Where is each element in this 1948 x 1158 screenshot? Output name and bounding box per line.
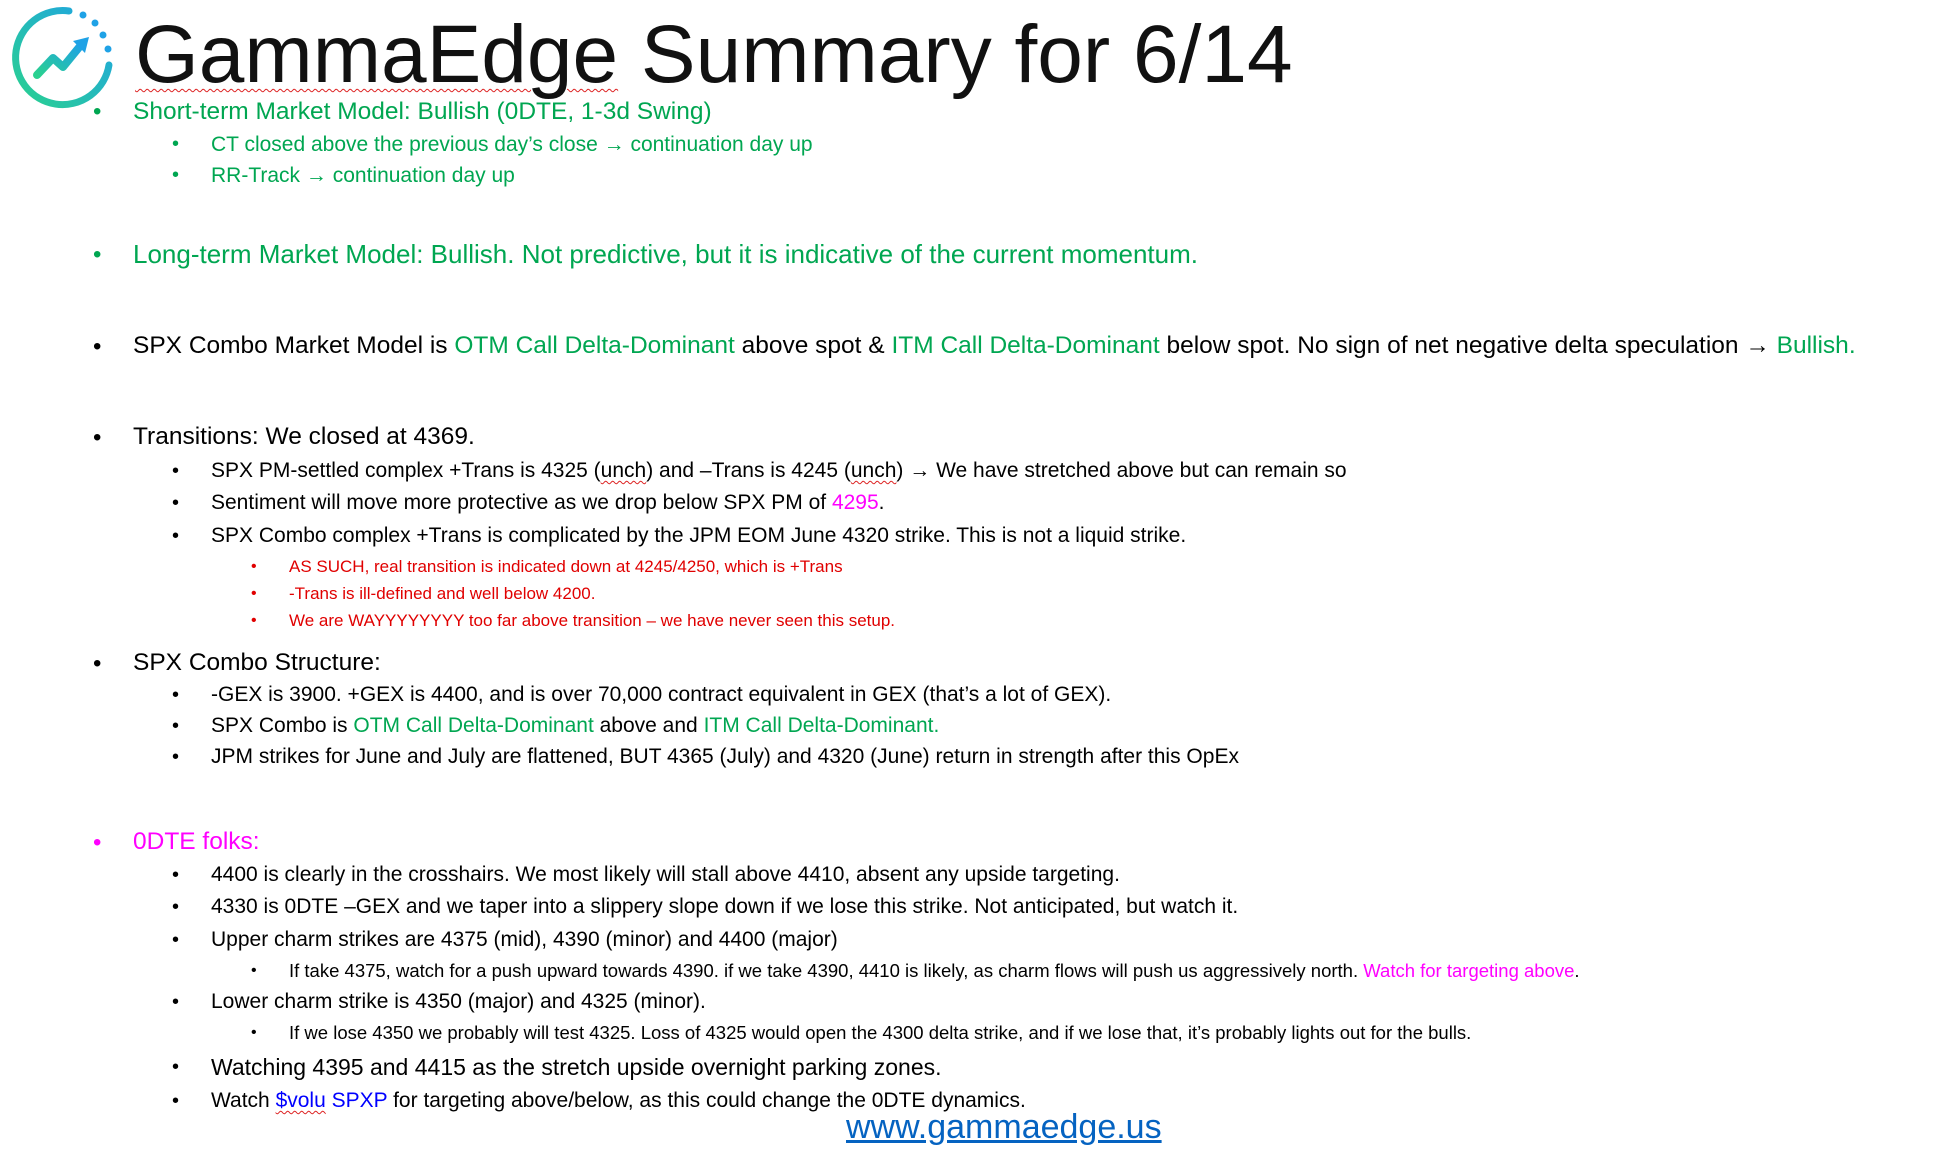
bullet: • (172, 492, 180, 514)
bullet: • (172, 460, 180, 482)
unch-text: unch (600, 459, 647, 482)
title-brand: GammaEdge (135, 9, 619, 100)
short-term-item: CT closed above the previous day’s close → continuation day up (211, 133, 813, 156)
text: Sentiment will move more protective as we drop below SPX PM of (211, 491, 832, 514)
text: for targeting above/below, as this could change the 0DTE dynamics. (387, 1089, 1026, 1112)
bullet: • (172, 684, 180, 706)
bullet: • (93, 241, 102, 268)
page-title (135, 8, 1293, 102)
bullet: • (172, 1056, 180, 1078)
long-term-heading: Long-term Market Model: Bullish. Not predictive, but it is indicative of the current momentum. (133, 239, 1198, 269)
bullet: • (172, 929, 180, 951)
text: ) → We have stretched above but can remain so (896, 459, 1347, 482)
itm-call-delta: ITM Call Delta-Dominant (891, 332, 1160, 359)
bullish-label: Bullish. (1776, 332, 1856, 359)
bullet: • (251, 612, 257, 629)
odte-subitem (289, 960, 1580, 982)
bullet: • (172, 864, 180, 886)
pm-level: 4295 (831, 491, 879, 514)
bullet: • (251, 962, 257, 979)
bullet: • (172, 896, 180, 918)
targeting-note: Watch for targeting above (1363, 960, 1575, 981)
odte-item: 4330 is 0DTE –GEX and we taper into a slippery slope down if we lose this strike. Not anticipated, but watch it. (211, 895, 1239, 918)
text: SPX Combo Market Model is (133, 332, 455, 359)
structure-item: JPM strikes for June and July are flattened, BUT 4365 (July) and 4320 (June) return in strength after this OpEx (211, 745, 1239, 768)
otm-call-delta: OTM Call Delta-Dominant (353, 714, 594, 737)
transitions-subitem: -Trans is ill-defined and well below 4200. (289, 584, 596, 603)
combo-model-line (133, 332, 1856, 360)
text: above spot & (734, 332, 892, 359)
title-rest: Summary for 6/14 (618, 9, 1293, 100)
short-term-heading: Short-term Market Model: Bullish (0DTE, 1-3d Swing) (133, 98, 712, 125)
text: . (1574, 960, 1580, 981)
otm-call-delta: OTM Call Delta-Dominant (454, 332, 735, 359)
text: ) and –Trans is 4245 ( (646, 459, 851, 482)
spxp-ticker: SPXP (325, 1089, 388, 1112)
bullet: • (172, 1090, 180, 1112)
odte-item: Upper charm strikes are 4375 (mid), 4390 (minor) and 4400 (major) (211, 928, 838, 951)
odte-item: Lower charm strike is 4350 (major) and 4325 (minor). (211, 990, 706, 1013)
odte-item: 4400 is clearly in the crosshairs. We most likely will stall above 4410, absent any upside targeting. (211, 863, 1120, 886)
website-link[interactable]: www.gammaedge.us (846, 1108, 1162, 1146)
transitions-subitem: We are WAYYYYYYYY too far above transition – we have never seen this setup. (289, 611, 896, 630)
bullet: • (251, 1024, 257, 1041)
transitions-item (211, 459, 1347, 483)
odte-heading: 0DTE folks: (133, 828, 260, 855)
odte-item: Watching 4395 and 4415 as the stretch upside overnight parking zones. (211, 1054, 942, 1080)
text: SPX Combo is (211, 714, 354, 737)
text: Watch (211, 1089, 276, 1112)
bullet: • (172, 715, 180, 737)
structure-item (211, 714, 939, 738)
bullet: • (93, 829, 102, 856)
transitions-subitem: AS SUCH, real transition is indicated down at 4245/4250, which is +Trans (289, 557, 843, 576)
bullet: • (172, 991, 180, 1013)
transitions-item: SPX Combo complex +Trans is complicated by the JPM EOM June 4320 strike. This is not a liquid strike. (211, 524, 1187, 547)
bullet: • (93, 424, 102, 451)
odte-subitem: If we lose 4350 we probably will test 4325. Loss of 4325 would open the 4300 delta strike, and if we lose that, it’s probably lights out for the bulls. (289, 1022, 1472, 1043)
text: above and (593, 714, 704, 737)
bullet: • (93, 98, 102, 125)
bullet: • (251, 585, 257, 602)
unch-text: unch (850, 459, 897, 482)
transitions-heading: Transitions: We closed at 4369. (133, 423, 475, 450)
text: . (878, 491, 885, 514)
bullet: • (172, 746, 180, 768)
bullet: • (172, 133, 180, 155)
structure-item: -GEX is 3900. +GEX is 4400, and is over 70,000 contract equivalent in GEX (that’s a lot of GEX). (211, 683, 1112, 706)
structure-heading: SPX Combo Structure: (133, 649, 381, 676)
itm-call-delta: ITM Call Delta-Dominant. (703, 714, 940, 737)
volu-ticker: $volu (275, 1089, 326, 1112)
short-term-item: RR-Track → continuation day up (211, 164, 515, 187)
text: SPX PM-settled complex +Trans is 4325 ( (211, 459, 601, 482)
bullet: • (251, 558, 257, 575)
bullet: • (93, 650, 102, 677)
gammaedge-logo-icon (7, 3, 117, 113)
bullet: • (172, 525, 180, 547)
transitions-item (211, 491, 885, 515)
text: If take 4375, watch for a push upward towards 4390. if we take 4390, 4410 is likely, as charm flows will push us aggressively north. (289, 960, 1364, 981)
text: below spot. No sign of net negative delta speculation → (1159, 332, 1777, 359)
bullet: • (93, 333, 102, 360)
bullet: • (172, 164, 180, 186)
